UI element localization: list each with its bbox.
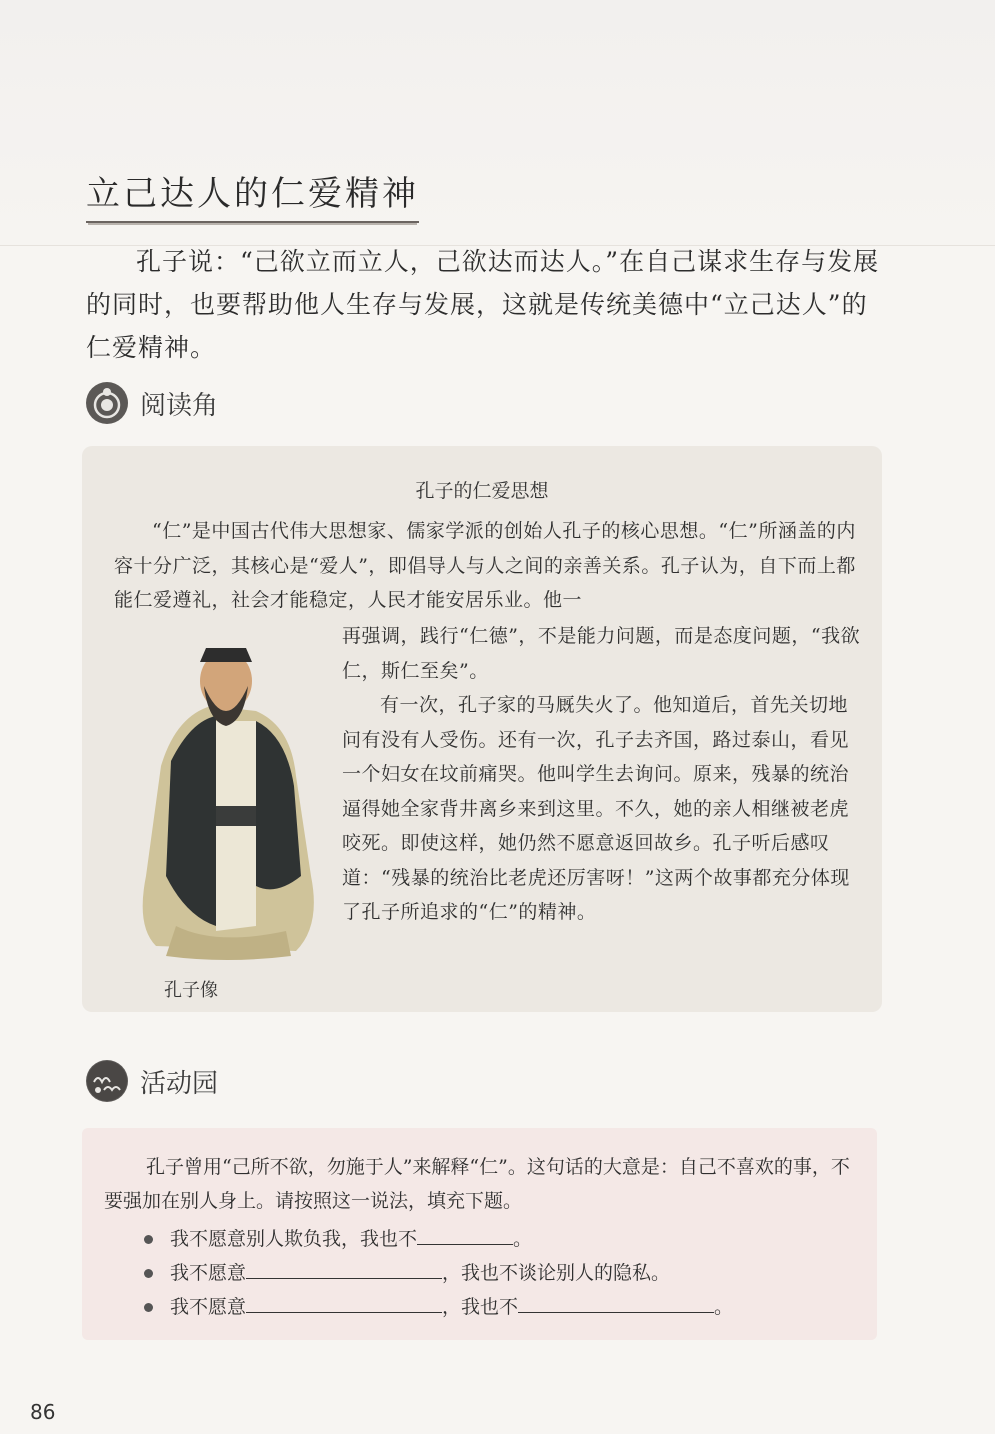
activity-heading: [86, 1060, 218, 1102]
activity-card: [82, 1128, 877, 1340]
reading-title: 孔子的仁爱思想: [415, 480, 549, 502]
activity-item-2: 我不愿意 ，我也不谈论别人的隐私。: [144, 1256, 733, 1290]
portrait-caption: 孔子像: [164, 980, 218, 1001]
confucius-portrait: [116, 626, 331, 966]
reading-paragraph-2: 有一次，孔子家的马厩失火了。他知道后，首先关切地问有没有人受伤。还有一次，孔子去齐国，路过泰山，看见一个妇女在坟前痛哭。他叫学生去询问。原来，残暴的统治逼得她全家背井离乡来到这里。不久，她的亲人相继被老虎咬死。即使这样，她仍然不愿意返回故乡。孔子听后感叹道：“残暴的统治比老虎还厉害呀！”这两个故事都充分体现了孔子所追求的“仁”的精神。: [342, 694, 850, 923]
activity-item-1: 我不愿意别人欺负我，我也不 。: [144, 1222, 733, 1256]
fill-blank-2[interactable]: [246, 1256, 442, 1279]
fill-blank-3a[interactable]: [246, 1290, 442, 1313]
bullet-icon: [144, 1235, 153, 1244]
activity-item-3: 我不愿意 ，我也不 。: [144, 1290, 733, 1324]
fill-blank-1[interactable]: [417, 1222, 513, 1245]
reading-corner-label: 阅读角: [140, 390, 219, 421]
reading-card: [82, 446, 882, 1012]
page-number: 86: [30, 1400, 56, 1424]
bullet-icon: [144, 1269, 153, 1278]
activity-instructions: 孔子曾用“己所不欲，勿施于人”来解释“仁”。这句话的大意是：自己不喜欢的事，不要强加在别人身上。请按照这一说法，填充下题。: [104, 1156, 850, 1212]
reading-paragraph-1-rest: 再强调，践行“仁德”，不是能力问题，而是态度问题，“我欲仁，斯仁至矣”。: [342, 625, 861, 682]
section-title: 立己达人的仁爱精神: [86, 166, 419, 223]
activity-hands-icon: [86, 1060, 128, 1102]
activity-label: 活动园: [140, 1068, 219, 1099]
intro-paragraph: 孔子说：“己欲立而立人，己欲达而达人。”在自己谋求生存与发展的同时，也要帮助他人生存与发展，这就是传统美德中“立己达人”的仁爱精神。: [86, 247, 880, 362]
reading-circle-icon: [86, 382, 128, 424]
bullet-icon: [144, 1303, 153, 1312]
reading-corner-heading: [86, 382, 218, 424]
reading-right-column: [342, 619, 864, 930]
reading-paragraph-1-top: “仁”是中国古代伟大思想家、儒家学派的创始人孔子的核心思想。“仁”所涵盖的内容十分广泛，其核心是“爱人”，即倡导人与人之间的亲善关系。孔子认为，自下而上都能仁爱遵礼，社会才能稳定，人民才能安居乐业。他一: [114, 520, 856, 611]
activity-list: [144, 1222, 733, 1324]
fill-blank-3b[interactable]: [518, 1290, 714, 1313]
